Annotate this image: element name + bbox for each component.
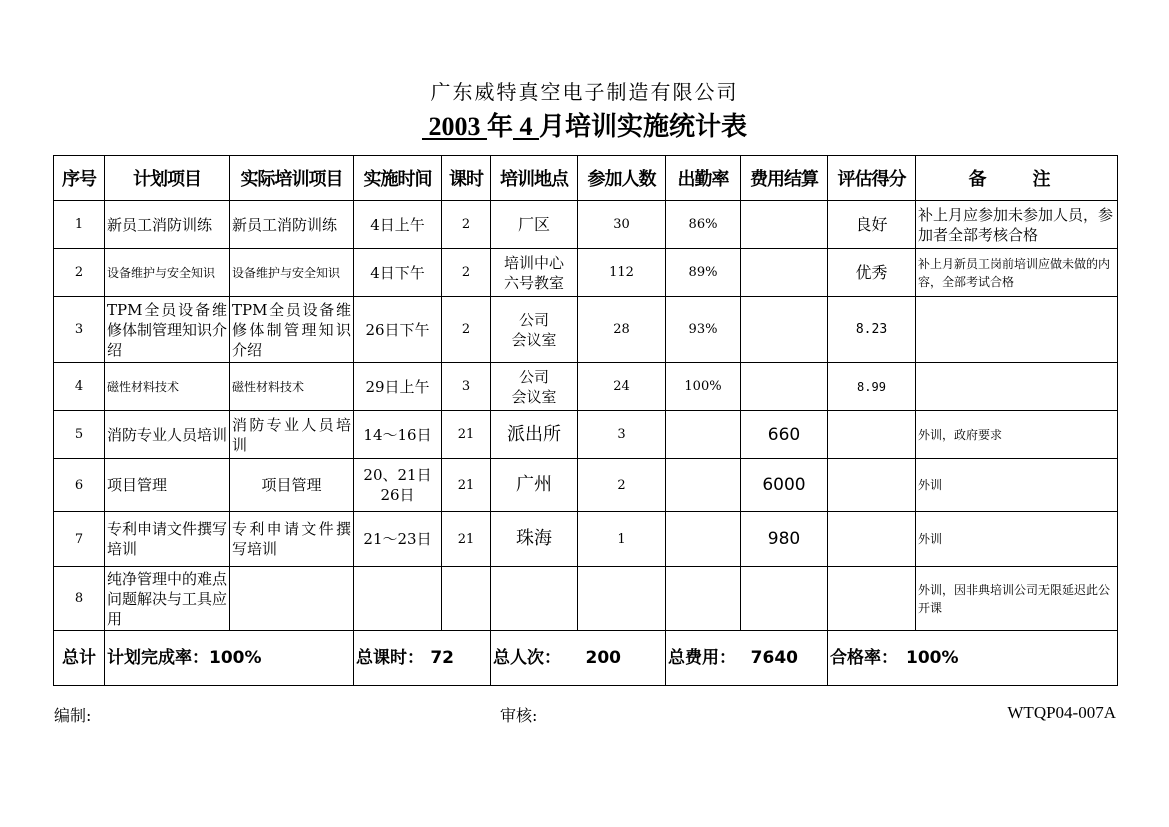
header-remark: 备 注 [916, 156, 1118, 201]
location-line: 公司 [518, 310, 549, 329]
cell-time: 29日上午 [354, 363, 442, 411]
cell-no: 7 [54, 512, 105, 567]
header-rate: 出勤率 [666, 156, 741, 201]
total-people-label: 总人次： [493, 648, 561, 668]
title-rest: 月培训实施统计表 [539, 112, 748, 142]
cell-actual: 消防专业人员培训 [230, 411, 354, 459]
cell-count: 30 [578, 201, 666, 249]
header-score: 评估得分 [828, 156, 916, 201]
cell-plan: 磁性材料技术 [105, 363, 230, 411]
cell-plan: 纯净管理中的难点问题解决与工具应用 [105, 567, 230, 631]
cell-score [828, 512, 916, 567]
header-count: 参加人数 [578, 156, 666, 201]
total-label: 总计 [54, 631, 105, 686]
cell-actual: TPM全员设备维修体制管理知识介绍 [230, 297, 354, 363]
cell-location: 厂区 [491, 201, 578, 249]
cell-cost [741, 201, 828, 249]
total-pass-value: 100% [906, 648, 959, 668]
title-month: 4 [513, 112, 539, 141]
cell-cost [741, 297, 828, 363]
cell-plan: TPM全员设备维修体制管理知识介绍 [105, 297, 230, 363]
total-cost-label: 总费用： [668, 648, 736, 668]
header-plan: 计划项目 [105, 156, 230, 201]
cell-rate: 93% [666, 297, 741, 363]
total-hours [354, 631, 491, 686]
cell-note [916, 297, 1118, 363]
cell-cost: 980 [741, 512, 828, 567]
cell-cost: 660 [741, 411, 828, 459]
training-stats-table [53, 155, 1118, 686]
total-pass-label: 合格率： [830, 648, 898, 668]
cell-cost [741, 363, 828, 411]
cell-rate [666, 459, 741, 512]
cell-plan: 项目管理 [105, 459, 230, 512]
cell-rate [666, 411, 741, 459]
header-time: 实施时间 [354, 156, 442, 201]
cell-hours: 2 [442, 249, 491, 297]
cell-score: 优秀 [828, 249, 916, 297]
cell-no: 4 [54, 363, 105, 411]
header-location: 培训地点 [491, 156, 578, 201]
table-row [54, 297, 1118, 363]
location-line: 会议室 [511, 387, 557, 406]
cell-score [828, 567, 916, 631]
total-people [491, 631, 666, 686]
cell-note: 外训，因非典培训公司无限延迟此公开课 [916, 567, 1118, 631]
cell-note: 补上月新员工岗前培训应做未做的内容，全部考试合格 [916, 249, 1118, 297]
cell-actual: 设备维护与安全知识 [230, 249, 354, 297]
total-cost-value: 7640 [750, 648, 798, 668]
cell-score: 8.23 [828, 297, 916, 363]
cell-plan: 专利申请文件撰写培训 [105, 512, 230, 567]
cell-actual: 新员工消防训练 [230, 201, 354, 249]
cell-count: 28 [578, 297, 666, 363]
header-cost: 费用结算 [741, 156, 828, 201]
cell-note: 外训，政府要求 [916, 411, 1118, 459]
cell-location: 珠海 [491, 512, 578, 567]
table-row [54, 249, 1118, 297]
cell-no: 1 [54, 201, 105, 249]
cell-plan: 消防专业人员培训 [105, 411, 230, 459]
cell-hours: 21 [442, 512, 491, 567]
cell-location [491, 297, 578, 363]
cell-no: 6 [54, 459, 105, 512]
total-hours-label: 总课时： [356, 648, 424, 668]
cell-cost: 6000 [741, 459, 828, 512]
cell-no: 8 [54, 567, 105, 631]
total-pass [828, 631, 1118, 686]
cell-count: 112 [578, 249, 666, 297]
location-line: 公司 [518, 367, 549, 386]
cell-actual: 项目管理 [230, 459, 354, 512]
cell-actual: 磁性材料技术 [230, 363, 354, 411]
cell-time: 21～23日 [354, 512, 442, 567]
cell-no: 5 [54, 411, 105, 459]
cell-score: 8.99 [828, 363, 916, 411]
cell-score: 良好 [828, 201, 916, 249]
cell-rate [666, 512, 741, 567]
table-row [54, 459, 1118, 512]
location-line: 会议室 [511, 330, 557, 349]
cell-actual: 专利申请文件撰写培训 [230, 512, 354, 567]
table-row [54, 411, 1118, 459]
cell-note: 外训 [916, 459, 1118, 512]
cell-rate: 89% [666, 249, 741, 297]
time-line: 20、21日 [363, 466, 432, 484]
cell-count: 24 [578, 363, 666, 411]
cell-location [491, 249, 578, 297]
cell-note: 补上月应参加未参加人员，参加者全部考核合格 [916, 201, 1118, 249]
cell-plan: 设备维护与安全知识 [105, 249, 230, 297]
cell-plan: 新员工消防训练 [105, 201, 230, 249]
location-line: 培训中心 [503, 253, 564, 272]
location-line: 六号教室 [503, 273, 564, 292]
cell-note: 外训 [916, 512, 1118, 567]
cell-count [578, 567, 666, 631]
cell-hours: 21 [442, 411, 491, 459]
cell-location [491, 567, 578, 631]
cell-location: 广州 [491, 459, 578, 512]
cell-location: 派出所 [491, 411, 578, 459]
footer-reviewed: 审核: [500, 706, 538, 725]
cell-hours: 2 [442, 297, 491, 363]
cell-note [916, 363, 1118, 411]
cell-score [828, 411, 916, 459]
total-row [54, 631, 1118, 686]
cell-rate [666, 567, 741, 631]
cell-no: 2 [54, 249, 105, 297]
cell-time: 26日下午 [354, 297, 442, 363]
title-year-suffix: 年 [486, 112, 513, 142]
cell-time [354, 567, 442, 631]
cell-time: 4日上午 [354, 201, 442, 249]
cell-cost [741, 567, 828, 631]
footer-prepared: 编制: [54, 706, 92, 725]
cell-rate: 86% [666, 201, 741, 249]
time-line: 26日 [380, 486, 415, 504]
cell-count: 2 [578, 459, 666, 512]
table-row [54, 201, 1118, 249]
table-row [54, 363, 1118, 411]
cell-count: 3 [578, 411, 666, 459]
cell-hours [442, 567, 491, 631]
cell-actual [230, 567, 354, 631]
cell-hours: 21 [442, 459, 491, 512]
cell-time [354, 459, 442, 512]
footer-code: WTQP04-007A [1007, 703, 1116, 722]
header-actual: 实际培训项目 [230, 156, 354, 201]
total-cost [666, 631, 828, 686]
cell-score [828, 459, 916, 512]
cell-hours: 3 [442, 363, 491, 411]
total-plan-rate: 计划完成率：100% [105, 631, 354, 686]
header-hours: 课时 [442, 156, 491, 201]
report-title [0, 106, 1169, 143]
title-year: 2003 [421, 112, 487, 141]
cell-location [491, 363, 578, 411]
total-hours-value: 72 [430, 648, 454, 668]
cell-time: 4日下午 [354, 249, 442, 297]
header-row [54, 156, 1118, 201]
cell-time: 14～16日 [354, 411, 442, 459]
table-row [54, 567, 1118, 631]
total-people-value: 200 [585, 648, 621, 668]
cell-no: 3 [54, 297, 105, 363]
company-name: 广东威特真空电子制造有限公司 [430, 80, 739, 104]
cell-count: 1 [578, 512, 666, 567]
table-row [54, 512, 1118, 567]
cell-hours: 2 [442, 201, 491, 249]
cell-cost [741, 249, 828, 297]
cell-rate: 100% [666, 363, 741, 411]
header-no: 序号 [54, 156, 105, 201]
